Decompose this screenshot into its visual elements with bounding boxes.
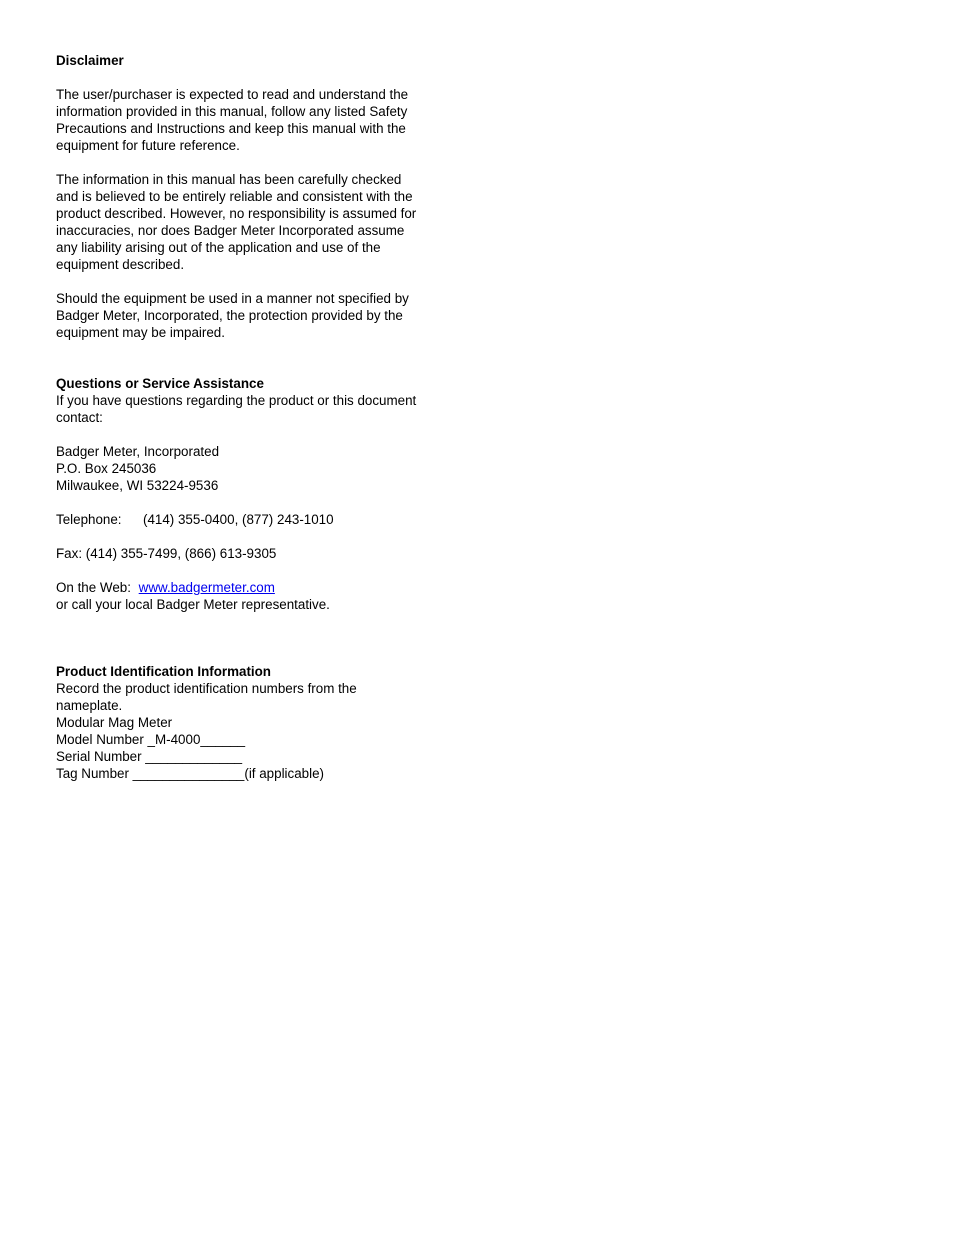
product-name: Modular Mag Meter <box>56 715 173 730</box>
telephone-value: (414) 355-0400, (877) 243-1010 <box>143 512 334 527</box>
text-line: equipment for future reference. <box>56 138 240 153</box>
text-line: nameplate. <box>56 698 123 713</box>
disclaimer-section <box>56 52 456 341</box>
fax-line: Fax: (414) 355-7499, (866) 613-9305 <box>56 546 277 561</box>
telephone-label: Telephone: <box>56 512 122 527</box>
text-line: Precautions and Instructions and keep this manual with the <box>56 121 406 136</box>
text-line: equipment may be impaired. <box>56 325 225 340</box>
text-line: inaccuracies, nor does Badger Meter Incorporated assume <box>56 223 405 238</box>
telephone-line <box>56 511 456 528</box>
service-intro <box>56 392 456 426</box>
text-line: and is believed to be entirely reliable and consistent with the <box>56 189 413 204</box>
disclaimer-paragraph-2 <box>56 171 456 273</box>
disclaimer-paragraph-1 <box>56 86 456 154</box>
text-line: Record the product identification numbers from the <box>56 681 357 696</box>
text-line: contact: <box>56 410 103 425</box>
text-line: equipment described. <box>56 257 185 272</box>
text-line: If you have questions regarding the product or this document <box>56 393 417 408</box>
document-page <box>56 52 456 782</box>
disclaimer-paragraph-3 <box>56 290 456 341</box>
web-label: On the Web: <box>56 580 131 595</box>
model-number-field: Model Number _M-4000______ <box>56 732 246 747</box>
product-identification-section <box>56 663 456 782</box>
address-line: P.O. Box 245036 <box>56 461 157 476</box>
text-line: any liability arising out of the application and use of the <box>56 240 381 255</box>
text-line: The information in this manual has been carefully checked <box>56 172 402 187</box>
text-line: product described. However, no responsibility is assumed for <box>56 206 417 221</box>
website-link[interactable]: www.badgermeter.com <box>138 580 275 595</box>
text-line: The user/purchaser is expected to read and understand the <box>56 87 409 102</box>
web-note: or call your local Badger Meter representative. <box>56 597 330 612</box>
service-section <box>56 375 456 613</box>
text-line: Badger Meter, Incorporated, the protection provided by the <box>56 308 403 323</box>
text-line: Should the equipment be used in a manner not specified by <box>56 291 409 306</box>
text-line: information provided in this manual, follow any listed Safety <box>56 104 408 119</box>
address-line: Badger Meter, Incorporated <box>56 444 220 459</box>
service-heading: Questions or Service Assistance <box>56 376 264 391</box>
web-line <box>56 579 456 596</box>
product-heading: Product Identification Information <box>56 664 271 679</box>
mailing-address <box>56 443 456 494</box>
address-line: Milwaukee, WI 53224-9536 <box>56 478 219 493</box>
tag-number-field: Tag Number _______________(if applicable) <box>56 766 325 781</box>
disclaimer-heading: Disclaimer <box>56 53 124 68</box>
serial-number-field: Serial Number _____________ <box>56 749 243 764</box>
